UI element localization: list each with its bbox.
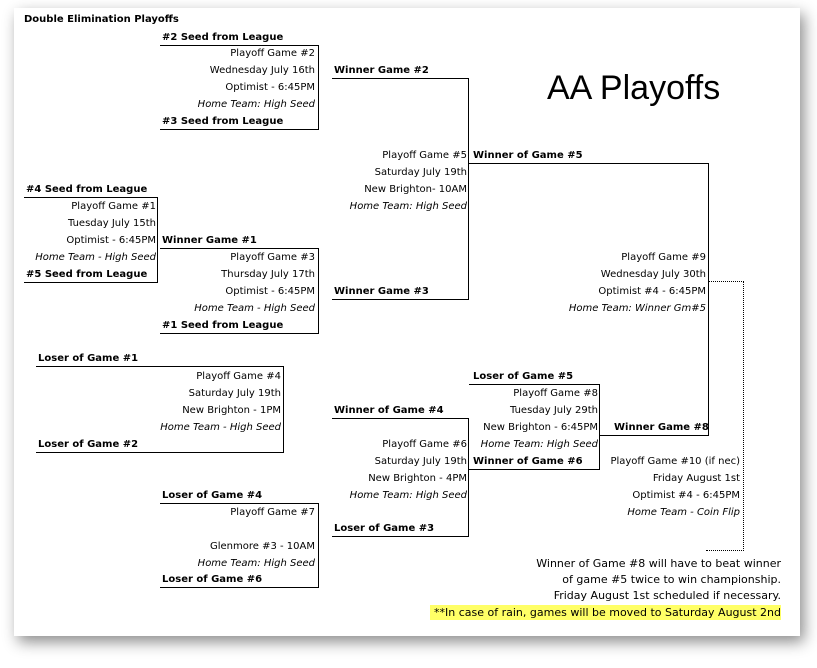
game5-bracket-vertical <box>468 78 469 300</box>
game1-bracket-vertical <box>157 197 158 283</box>
game6-home: Home Team: High Seed <box>349 490 467 501</box>
game10-label: Playoff Game #10 (if nec) <box>610 456 740 467</box>
game3-bracket-vertical <box>318 248 319 334</box>
game1-top-line <box>24 197 158 198</box>
game8-date: Tuesday July 29th <box>509 405 598 416</box>
game7-bracket-vertical <box>318 503 319 588</box>
game4-top-team: Loser of Game #1 <box>38 353 139 364</box>
banner-title: AA Playoffs <box>547 69 721 107</box>
game4-home: Home Team - High Seed <box>160 422 281 433</box>
game1-bottom-team: #5 Seed from League <box>26 269 148 280</box>
game3-winner-line <box>332 299 469 300</box>
game9-to-game10-dotted-top <box>709 281 744 282</box>
game5-winner-label: Winner of Game #5 <box>473 150 583 161</box>
game8-top-team: Loser of Game #5 <box>473 371 574 382</box>
game2-bracket-vertical <box>318 45 319 130</box>
game4-top-line <box>36 366 284 367</box>
game5-venue: New Brighton- 10AM <box>364 184 467 195</box>
game2-winner-label: Winner Game #2 <box>334 65 429 76</box>
game3-home: Home Team - High Seed <box>194 303 315 314</box>
game2-venue: Optimist - 6:45PM <box>225 82 315 93</box>
game4-bottom-team: Loser of Game #2 <box>38 439 139 450</box>
game6-venue: New Brighton - 4PM <box>368 473 467 484</box>
game5-winner-line <box>469 163 709 164</box>
game2-bottom-team: #3 Seed from League <box>162 116 284 127</box>
game8-venue: New Brighton - 6:45PM <box>483 422 598 433</box>
rain-note: **In case of rain, games will be moved to Saturday August 2nd <box>430 605 781 620</box>
game5-date: Saturday July 19th <box>374 167 467 178</box>
game1-date: Tuesday July 15th <box>67 218 156 229</box>
game3-date: Thursday July 17th <box>221 269 315 280</box>
game6-bracket-vertical <box>468 418 469 536</box>
game9-to-game10-dotted-vertical <box>743 281 744 551</box>
game1-home: Home Team - High Seed <box>35 252 156 263</box>
game4-winner-line <box>332 418 469 419</box>
game4-label: Playoff Game #4 <box>196 371 281 382</box>
game1-label: Playoff Game #1 <box>71 201 156 212</box>
note-line-1: Winner of Game #8 will have to beat winner <box>536 557 781 570</box>
game4-winner-label: Winner of Game #4 <box>334 405 444 416</box>
game8-home: Home Team: High Seed <box>480 439 598 450</box>
game2-label: Playoff Game #2 <box>230 48 315 59</box>
game7-home: Home Team: High Seed <box>197 558 315 569</box>
game10-date: Friday August 1st <box>652 473 740 484</box>
game7-winner-label: Loser of Game #3 <box>334 523 435 534</box>
game6-date: Saturday July 19th <box>374 456 467 467</box>
game1-top-team: #4 Seed from League <box>26 184 148 195</box>
game10-venue: Optimist #4 - 6:45PM <box>632 490 740 501</box>
game3-venue: Optimist - 6:45PM <box>225 286 315 297</box>
game4-date: Saturday July 19th <box>188 388 281 399</box>
game2-top-team: #2 Seed from League <box>162 32 284 43</box>
game9-bracket-vertical <box>708 163 709 435</box>
game4-venue: New Brighton - 1PM <box>182 405 281 416</box>
game6-winner-line <box>469 469 600 470</box>
game2-bottom-line <box>160 129 319 130</box>
game4-bottom-line <box>36 452 284 453</box>
game3-bottom-line <box>160 333 319 334</box>
game8-top-line <box>469 384 600 385</box>
note-line-2: of game #5 twice to win championship. <box>562 573 781 586</box>
game7-top-line <box>160 503 319 504</box>
game9-date: Wednesday July 30th <box>600 269 706 280</box>
game9-venue: Optimist #4 - 6:45PM <box>598 286 706 297</box>
game1-winner-label: Winner Game #1 <box>162 235 257 246</box>
game9-to-game10-dotted-bottom <box>706 550 744 551</box>
game9-home: Home Team: Winner Gm#5 <box>568 303 706 314</box>
game8-bracket-vertical <box>599 384 600 470</box>
game2-winner-line <box>332 78 469 79</box>
game5-home: Home Team: High Seed <box>349 201 467 212</box>
game7-bottom-line <box>160 587 319 588</box>
game8-label: Playoff Game #8 <box>513 388 598 399</box>
game7-label: Playoff Game #7 <box>230 507 315 518</box>
game8-winner-line <box>600 435 709 436</box>
game7-winner-line <box>332 536 469 537</box>
game2-date: Wednesday July 16th <box>209 65 315 76</box>
game2-home: Home Team: High Seed <box>197 99 315 110</box>
game7-bottom-team: Loser of Game #6 <box>162 574 263 585</box>
game1-venue: Optimist - 6:45PM <box>66 235 156 246</box>
game7-venue: Glenmore #3 - 10AM <box>210 541 315 552</box>
game3-label: Playoff Game #3 <box>230 252 315 263</box>
note-line-3: Friday August 1st scheduled if necessary. <box>553 589 781 602</box>
game2-top-line <box>160 45 319 46</box>
game8-winner-label: Winner Game #8 <box>614 422 709 433</box>
game3-winner-label: Winner Game #3 <box>334 286 429 297</box>
game1-bottom-line <box>24 282 158 283</box>
game9-label: Playoff Game #9 <box>621 252 706 263</box>
game10-home: Home Team - Coin Flip <box>627 507 740 518</box>
game6-label: Playoff Game #6 <box>382 439 467 450</box>
game3-top-line <box>160 248 319 249</box>
game7-top-team: Loser of Game #4 <box>162 490 263 501</box>
game6-winner-label: Winner of Game #6 <box>473 456 583 467</box>
game5-label: Playoff Game #5 <box>382 150 467 161</box>
game3-bottom-team: #1 Seed from League <box>162 320 284 331</box>
game4-bracket-vertical <box>283 366 284 453</box>
sheet-title: Double Elimination Playoffs <box>24 14 179 25</box>
